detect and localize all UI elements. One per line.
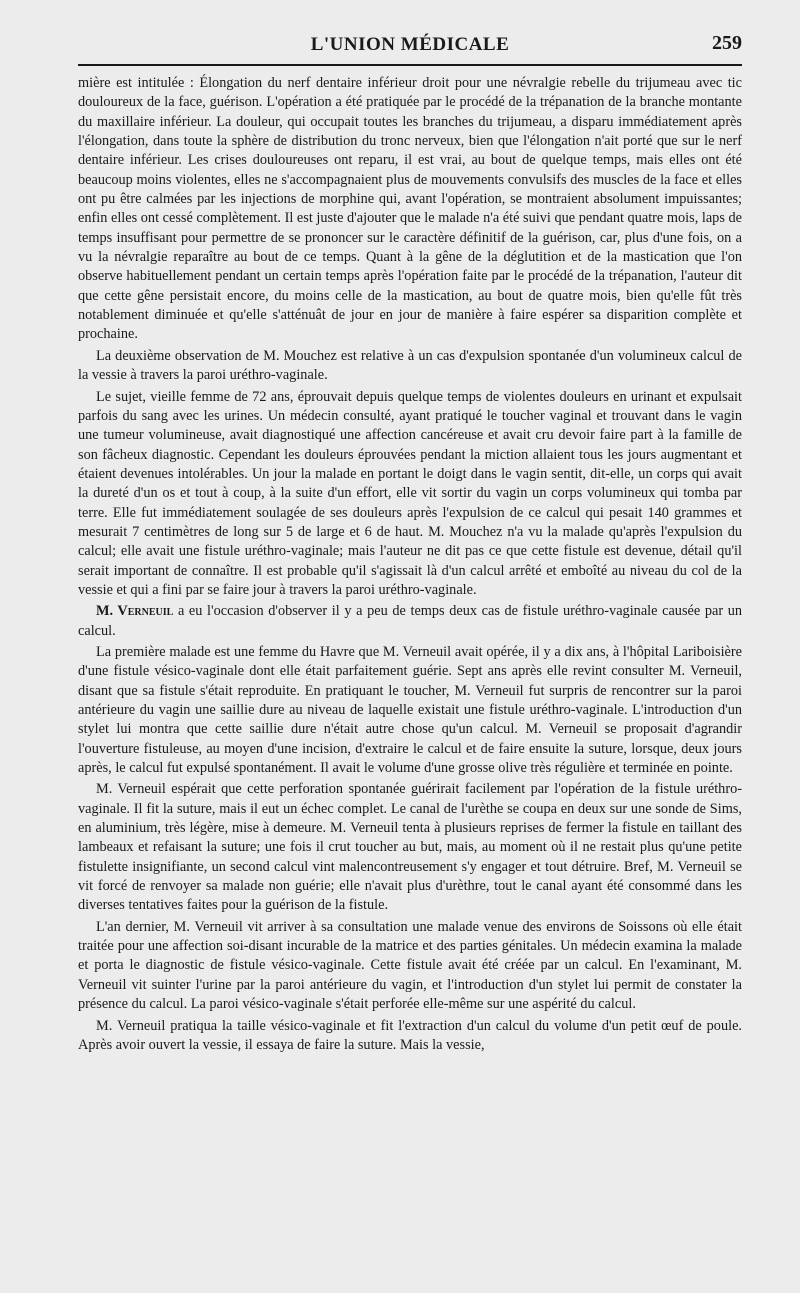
paragraph-text: La première malade est une femme du Havre que M. Verneuil avait opérée, il y a dix ans, à l'hôpital Lariboisière d'une fistule vésico-vaginale dont elle était parfaitement guérie. Sept ans après elle revint consulter M. Verneuil, disant que sa fistule s'était reproduite. En pratiquant le toucher, M. Verneuil fut surpris de rencontrer sur la paroi antérieure du vagin une saillie dure au niveau de laquelle existait une fistule uréthro-vaginale. L'introduction d'un stylet lui montra que cette saillie dure n'était autre chose qu'un calcul. M. Verneuil se proposait d'agrandir l'ouverture fistuleuse, au moyen d'une incision, d'extraire le calcul et de faire ensuite la suture, lorsque, deux jours après, le calcul fut expulsé spontanément. Il avait le volume d'une grosse olive très régulière et terminée en pointe.	[78, 643, 742, 777]
paragraph-text: a eu l'occasion d'observer il y a peu de temps deux cas de fistule uréthro-vaginale causée par un calcul.	[78, 603, 742, 639]
paragraph	[78, 602, 742, 641]
paragraph	[78, 1017, 742, 1056]
paragraph-text: M. Verneuil espérait que cette perforation spontanée guérirait facilement par l'opération de la fistule uréthro-vaginale. Il fit la suture, mais il eut un échec complet. Le canal de l'urèthe se coupa en deux sur une sonde de Sims, en aluminium, très légère, mise à demeure. M. Verneuil tenta à plusieurs reprises de fermer la fistule en taillant des lambeaux et refaisant la suture; une fois il crut toucher au but, mais, au moment où il ne restait plus qu'une petite fistulette insignifiante, un second calcul vint malencontreusement s'y engager et tout détruire. Bref, M. Verneuil se vit forcé de renvoyer sa malade non guérie; elle n'avait plus d'urèthre, tout le canal ayant été consommé dans les diverses tentatives faites pour la guérison de la fistule.	[78, 781, 742, 914]
page-number: 259	[712, 32, 742, 54]
paragraph	[78, 347, 742, 386]
paragraph-text: La deuxième observation de M. Mouchez est relative à un cas d'expulsion spontanée d'un volumineux calcul de la vessie à travers la paroi uréthro-vaginale.	[78, 347, 742, 384]
paragraph	[78, 74, 742, 345]
article-body	[78, 74, 742, 1055]
running-header	[78, 30, 742, 66]
journal-title: L'UNION MÉDICALE	[310, 34, 510, 55]
paragraph-text: L'an dernier, M. Verneuil vit arriver à sa consultation une malade venue des environs de Soissons où elle était traitée pour une affection soi-disant incurable de la matrice et des parties génitales. Un médecin examina la malade et porta le diagnostic de fistule vésico-vaginale. Cette fistule avait été créée par un calcul. En l'examinant, M. Verneuil vit suinter l'urine par la paroi antérieure du vagin, et l'introduction d'un stylet lui permit de constater la présence du calcul. La paroi vésico-vaginale s'était perforée elle-même sur une aspérité du calcul.	[78, 918, 742, 1013]
paragraph	[78, 780, 742, 915]
paragraph-text: M. Verneuil pratiqua la taille vésico-vaginale et fit l'extraction d'un calcul du volume d'un petit œuf de poule. Après avoir ouvert la vessie, il essaya de faire la suture. Mais la vessie,	[78, 1017, 742, 1053]
paragraph-text: Le sujet, vieille femme de 72 ans, éprouvait depuis quelque temps de violentes douleurs en urinant et expulsait parfois du sang avec les urines. Un médecin consulté, ayant pratiqué le toucher vaginal et trouvant dans le vagin une tumeur volumineuse, avait diagnostiqué une affection cancéreuse et avait cru devoir faire part à la famille de son fâcheux diagnostic. Cependant les douleurs éprouvées pendant la miction allaient tous les jours augmentant et étaient devenues intolérables. Un jour la malade en portant le doigt dans le vagin sentit, dit-elle, un corps qui avait la dureté d'un os et tout à coup, à la suite d'un effort, elle vit sortir du vagin un corps volumineux qui tomba par terre. Elle fut immédiatement soulagée de ses douleurs après l'expulsion de ce calcul qui pesait 140 grammes et mesurait 7 centimètres de long sur 5 de large et 6 de haut. M. Mouchez n'a vu la malade qu'après l'expulsion du calcul; elle avait une fistule uréthro-vaginale; mais l'auteur ne dit pas ce que cette fistule est devenue, détail qu'il serait important de connaître. Il est probable qu'il s'agissait là d'un calcul arrêté et emboîté au niveau du col de la vessie et qui a fini par se faire jour à travers la paroi uréthro-vaginale.	[78, 388, 742, 598]
paragraph	[78, 643, 742, 778]
paragraph	[78, 388, 742, 601]
paragraph-text: mière est intitulée : Élongation du nerf dentaire inférieur droit pour une névralgie rebelle du trijumeau avec tic douloureux de la face, guérison. L'opération a été pratiquée par le procédé de la trépanation de la branche montante du maxillaire inférieur. La douleur, qui occupait toutes les branches du trijumeau, a disparu immédiatement après l'élongation, dans toute la sphère de distribution du tronc nerveux, bien que l'élongation n'ait porté que sur le nerf dentaire inférieur. Les crises douloureuses ont reparu, il est vrai, au bout de quelque temps, mais elles ont été beaucoup moins violentes, elles ne s'accompagnaient plus de mouvements convulsifs des muscles de la face et elles ont pu être calmées par les injections de morphine qui, avant l'opération, se montraient absolument impuissantes; enfin elles ont cessé complètement. Il est juste d'ajouter que le malade n'a été suivi que pendant quatre mois, laps de temps insuffisant pour permettre de se prononcer sur le caractère définitif de la guérison, car, plus d'une fois, on a vu la névralgie reparaître au bout de ce temps. Quant à la gêne de la déglutition et de la mastication que l'on observe habituellement pendant un certain temps après l'opération faite par le procédé de la trépanation, l'auteur dit que cette gêne persistait encore, du moins celle de la mastication, au bout de quatre mois, bien qu'elle fût très notablement diminuée et qu'elle s'atténuât de jour en jour de manière à faire espérer sa disparition complète et prochaine.	[78, 75, 742, 343]
paragraph-lead: M. Verneuil	[96, 603, 174, 620]
paragraph	[78, 918, 742, 1015]
